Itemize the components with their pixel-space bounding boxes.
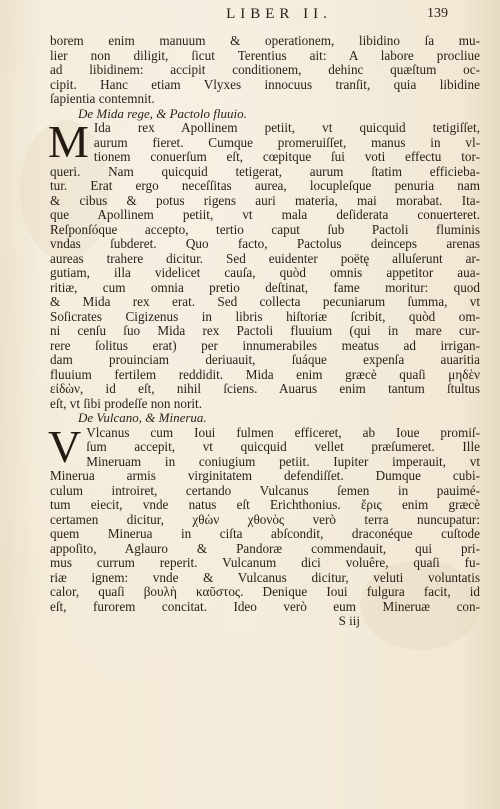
text-line: borem enim manuum & operationem, libidino ſa mu-	[50, 34, 480, 48]
text-line: quem Minerua in ciſta abſcondit, draconéque cuſtode	[50, 527, 480, 541]
text-line: mus currum reperit. Vulcanum dici voluêre, quaſi fu-	[50, 556, 480, 570]
text-line: ni cenſu ſuo Mida rex Pactoli fluuium (qui in mare cur-	[50, 324, 480, 338]
vulcano-paragraph	[48, 420, 480, 615]
text-line: tionem conuerſum eſt, cœpitque ſui voti effectu tor-	[93, 150, 480, 164]
text-line: dam prouinciam deriuauit, ſuáque expenſa auaritia	[50, 353, 480, 367]
catchword: S iij	[338, 613, 360, 628]
text-line: Ida rex Apollinem petiit, vt quicquid tetigiſſet,	[93, 121, 480, 135]
page-header	[110, 6, 448, 30]
text-line: ſapientia contemnit.	[50, 92, 155, 106]
text-line: ritiæ, cum omnia pretio deſtinat, fame moritur: quod	[50, 280, 480, 295]
running-head: LIBER II.	[226, 6, 332, 22]
text-line: Minerua armis virginitatem defendiſſet. Dumque cubi-	[50, 469, 480, 483]
text-line: fluuium fertilem reddidit. Mida enim græcè quaſi μηδὲν	[50, 367, 480, 382]
text-line: ſum accepit, vt quicquid vellet præſumeret. Ille	[86, 440, 480, 454]
section-heading-mida: De Mida rege, & Pactolo fluuio.	[78, 105, 247, 121]
text-line: riæ ignem: vnde & Vulcanus dicitur, veluti voluntatis	[50, 570, 480, 585]
text-line: & cibus & potus rigens auri materia, mai morabat. Ita-	[50, 193, 480, 208]
text-line: rere ſolitus erat) per innumerabiles meatus ad irrigan-	[50, 338, 480, 353]
text-line: queri. Nam quicquid tetigerat, aurum ſtatim efficieba-	[50, 164, 480, 179]
text-line: que Apollinem petiit, vt mala deſiderata conuerteret.	[50, 208, 480, 222]
text-line: Vlcanus cum Ioui fulmen efficeret, ab Ioue promiſ-	[86, 425, 480, 440]
text-line: Mineruam in coniugium petiit. Iupiter imperauit, vt	[86, 454, 480, 469]
text-line: aurum fieret. Cumque promeruiſſet, manus in vl-	[93, 135, 480, 150]
text-line: tum eiecit, vnde natus eſt Erichthonius. ἔρις enim græcè	[50, 498, 480, 512]
drop-cap: V	[48, 420, 82, 472]
text-line: gutiam, illa videlicet cauſa, quòd omnis appetitor aua-	[50, 266, 480, 280]
text-line: tur. Erat ergo neceſſitas aurea, locupleſque penuria nam	[50, 179, 480, 193]
text-line: appoſito, Aglauro & Pandoræ commendauit, qui pri-	[50, 541, 480, 556]
text-line: cipit. Hanc etiam Vlyxes innocuus tranſit, quia libidine	[50, 77, 480, 92]
text-line: culum introiret, certando Vulcanus ſemen in pauimé-	[50, 483, 480, 498]
text-block	[50, 34, 480, 628]
text-line: eſt, vt ſibi prodeſſe non norit.	[50, 396, 202, 411]
text-line: certamen dicitur, χθὼν χθονὸς verò terra nuncupatur:	[50, 512, 480, 527]
text-line: aureas trahere dicitur. Sed euidenter poëtę alluſerunt ar-	[50, 251, 480, 266]
drop-cap: M	[48, 116, 89, 167]
text-line: eſt, furorem concitat. Ideo verò eum Mineruæ con-	[50, 599, 480, 614]
text-line: Soſicrates Cigizenus in libris hiſtoriæ ſcribit, quòd om-	[50, 309, 480, 324]
text-line: calor, quaſi βουλὴ καῦστος. Denique Ioui fulgura facit, id	[50, 585, 480, 599]
page-number: 139	[427, 6, 448, 21]
intro-paragraph	[50, 34, 480, 107]
text-line: lier non diligit, ſicut Terentius ait: A labore procliue	[50, 48, 480, 63]
text-line: & Mida rex erat. Sed collecta pecuniarum ſumma, vt	[50, 295, 480, 309]
section-heading-vulcano: De Vulcano, & Minerua.	[78, 410, 207, 425]
text-line: vndas ſubderet. Quo facto, Pactolus deinceps arenas	[50, 237, 480, 251]
text-line: Reſponſóque accepto, tertio caput ſub Pactoli fluminis	[50, 222, 480, 237]
mida-paragraph	[48, 116, 480, 411]
text-line: ad libidinem: accipit conditionem, dehinc quæſtum oc-	[50, 63, 480, 77]
text-line: εἰδὼν, id eſt, nihil ſciens. Auarus enim tantum ſtultus	[50, 382, 480, 396]
